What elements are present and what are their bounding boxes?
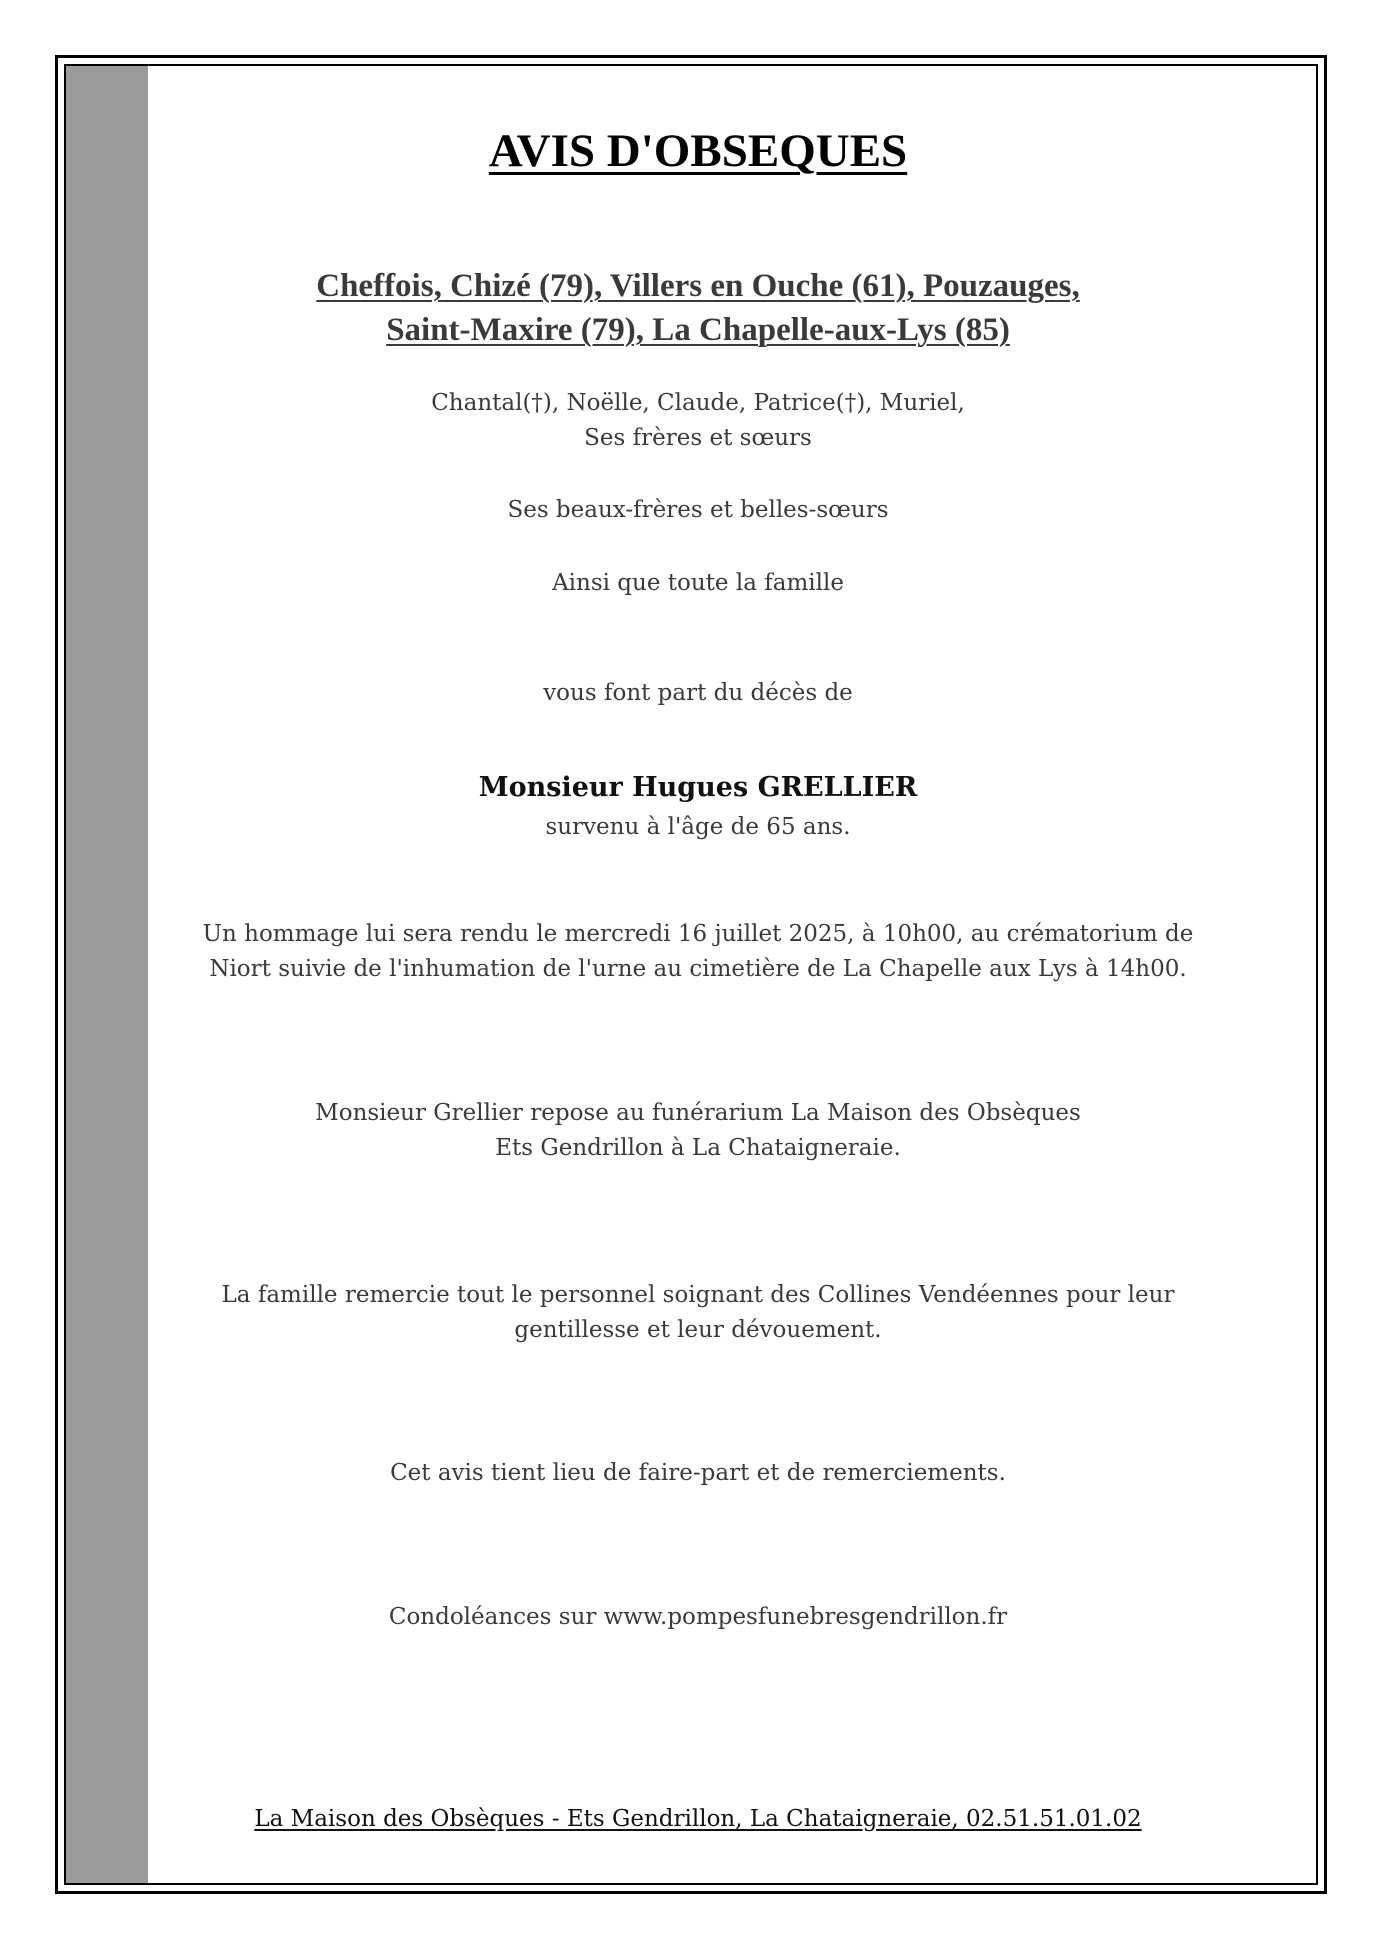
gray-side-bar xyxy=(66,66,148,1883)
condolences-line: Condoléances sur www.pompesfunebresgendrillon.fr xyxy=(388,1604,1008,1630)
page-title: AVIS D'OBSEQUES xyxy=(488,125,908,177)
places-line-2: Saint-Maxire (79), La Chapelle-aux-Lys (85) xyxy=(386,312,1010,348)
in-laws-line: Ses beaux-frères et belles-sœurs xyxy=(507,497,889,523)
deceased-name: Monsieur Hugues GRELLIER xyxy=(478,772,918,803)
rest-place-line-2: Ets Gendrillon à La Chataigneraie. xyxy=(495,1135,901,1161)
footer-contact: La Maison des Obsèques - Ets Gendrillon, La Chataigneraie, 02.51.51.01.02 xyxy=(254,1806,1142,1832)
notice-content xyxy=(148,66,1316,1883)
rest-place-line-1: Monsieur Grellier repose au funérarium La Maison des Obsèques xyxy=(315,1100,1081,1126)
siblings-names: Chantal(†), Noëlle, Claude, Patrice(†), Muriel, xyxy=(431,390,965,416)
places-line-1: Cheffois, Chizé (79), Villers en Ouche (61), Pouzauges, xyxy=(316,268,1080,304)
announce-line: vous font part du décès de xyxy=(543,680,853,706)
thanks-line-1: La famille remercie tout le personnel soignant des Collines Vendéennes pour leur xyxy=(221,1282,1175,1308)
ceremony-line-2: Niort suivie de l'inhumation de l'urne au cimetière de La Chapelle aux Lys à 14h00. xyxy=(209,956,1187,982)
deceased-age: survenu à l'âge de 65 ans. xyxy=(545,814,851,840)
all-family-line: Ainsi que toute la famille xyxy=(552,570,844,596)
siblings-label: Ses frères et sœurs xyxy=(584,425,812,451)
ceremony-line-1: Un hommage lui sera rendu le mercredi 16 juillet 2025, à 10h00, au crématorium de xyxy=(202,921,1194,947)
thanks-line-2: gentillesse et leur dévouement. xyxy=(514,1317,882,1343)
notice-line: Cet avis tient lieu de faire-part et de remerciements. xyxy=(390,1460,1006,1486)
